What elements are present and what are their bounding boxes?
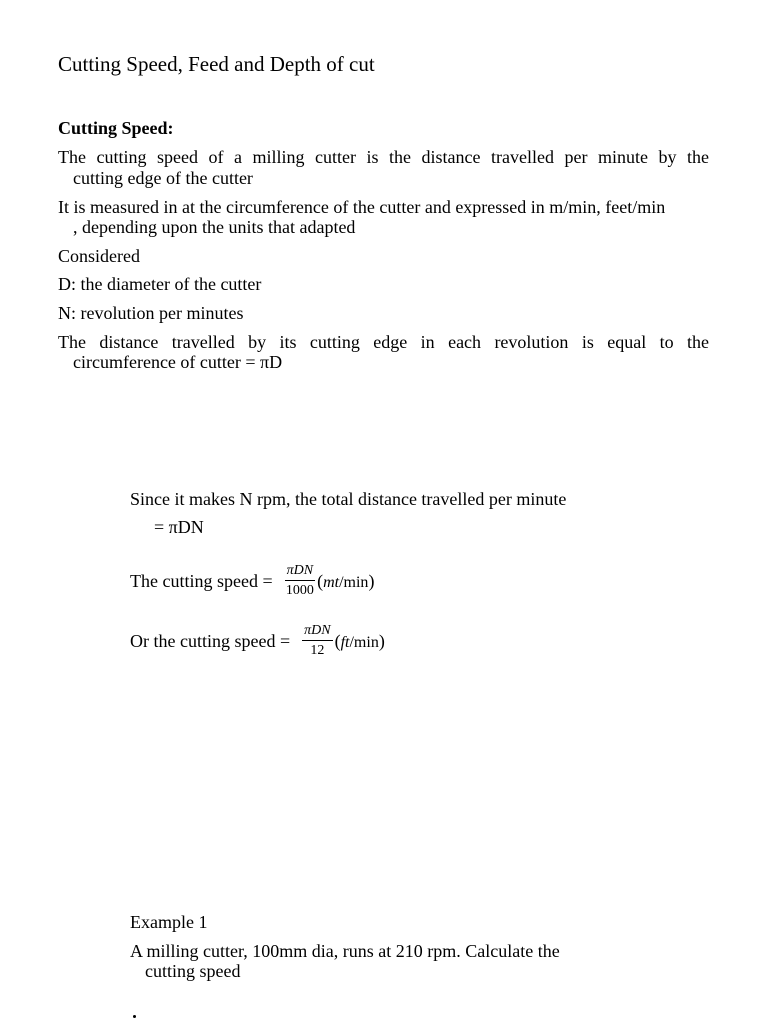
formula-imperial-unit: (ft/min) xyxy=(334,630,385,651)
paragraph-definition-line1: The cutting speed of a milling cutter is the distance travelled per minute by the xyxy=(58,147,709,167)
formula-cutting-speed-imperial xyxy=(130,624,385,658)
formula-metric-fraction xyxy=(285,564,315,598)
paragraph-circumference-line2: circumference of cutter = πD xyxy=(73,352,283,372)
formula-metric-label: The cutting speed = xyxy=(130,570,273,591)
paragraph-considered: Considered xyxy=(58,246,140,266)
example-problem-line1: A milling cutter, 100mm dia, runs at 210 rpm. Calculate the xyxy=(130,941,560,961)
formula-total-distance: = πDN xyxy=(154,517,204,537)
paragraph-measurement-line2: , depending upon the units that adapted xyxy=(73,217,356,237)
formula-imperial-numerator: πDN xyxy=(302,624,332,641)
paragraph-rpm-definition: N: revolution per minutes xyxy=(58,303,244,323)
paragraph-measurement-line1: It is measured in at the circumference of the cutter and expressed in m/min, feet/min xyxy=(58,197,666,217)
paragraph-diameter-definition: D: the diameter of the cutter xyxy=(58,274,262,294)
formula-metric-denominator: 1000 xyxy=(285,583,314,598)
formula-imperial-denominator: 12 xyxy=(310,643,325,658)
formula-cutting-speed-metric xyxy=(130,564,374,598)
formula-intro: Since it makes N rpm, the total distance travelled per minute xyxy=(130,489,567,509)
section-heading-cutting-speed: Cutting Speed: xyxy=(58,118,174,138)
document-title: Cutting Speed, Feed and Depth of cut xyxy=(58,52,375,76)
page-bottom-mark xyxy=(133,1015,136,1018)
formula-metric-unit: (mt/min) xyxy=(317,570,375,591)
formula-imperial-label: Or the cutting speed = xyxy=(130,630,291,651)
formula-metric-numerator: πDN xyxy=(285,564,315,581)
formula-imperial-fraction xyxy=(302,624,332,658)
example-problem-line2: cutting speed xyxy=(145,961,241,981)
paragraph-circumference-line1: The distance travelled by its cutting edge in each revolution is equal to the xyxy=(58,332,709,352)
paragraph-definition-line2: cutting edge of the cutter xyxy=(73,168,253,188)
example-heading: Example 1 xyxy=(130,912,208,932)
